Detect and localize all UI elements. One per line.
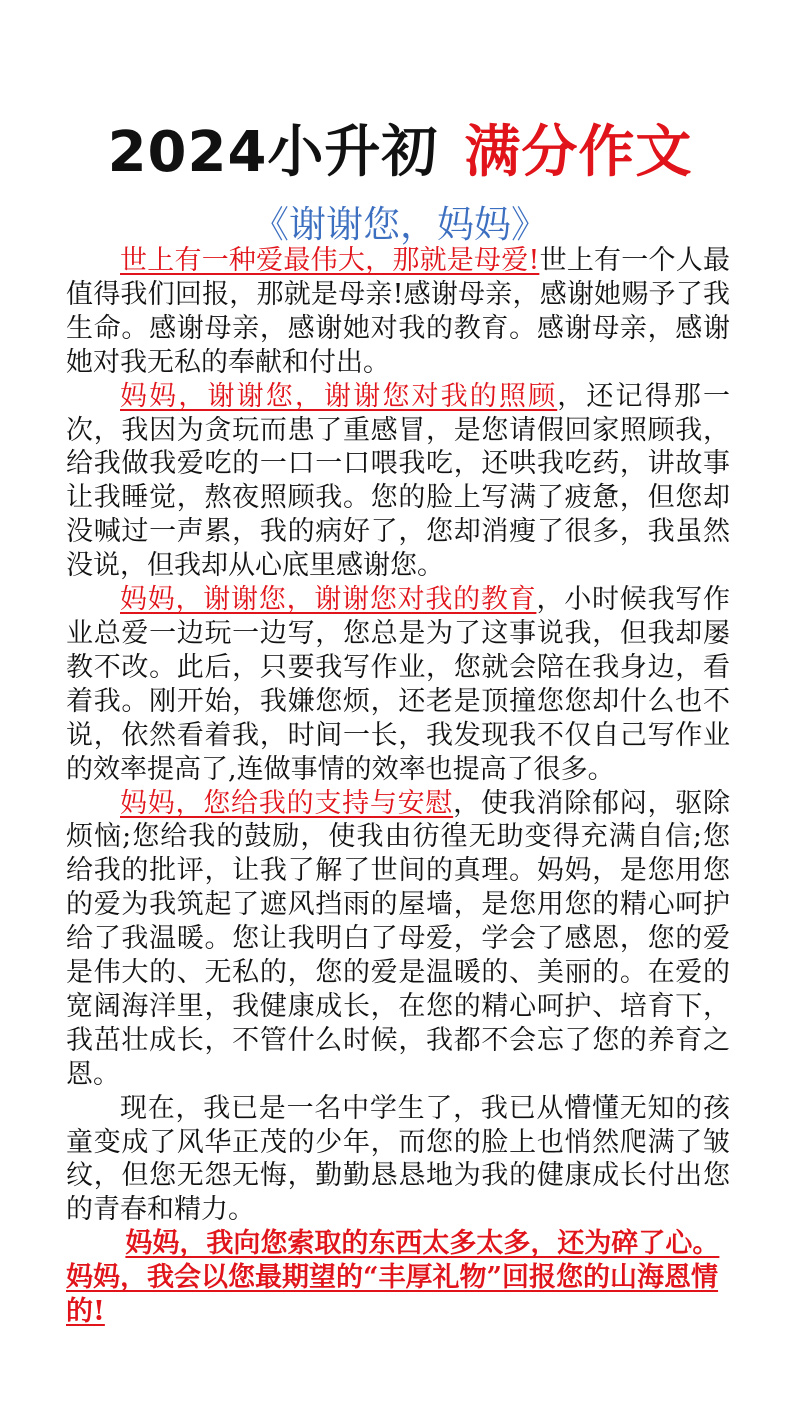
paragraph-3	[66, 583, 730, 786]
paragraph-5	[66, 1092, 730, 1228]
paragraph-highlight: 妈妈，谢谢您，谢谢您对我的教育	[120, 584, 537, 616]
essay-title: 《谢谢您，妈妈》	[252, 203, 548, 246]
paragraph-highlight: 世上有一种爱最伟大，那就是母爱!	[120, 245, 540, 276]
paragraph-text: ，使我消除郁闷，驱除烦恼;您给我的鼓励，使我由彷徨无助变得充满自信;您给我的批评，让我了解了世间的真理。妈妈，是您用您的爱为我筑起了遮风挡雨的屋墙，是您用您的精心呵护给了我温暖。您让我明白了母爱，学会了感恩，您的爱是伟大的、无私的，您的爱是温暖的、美丽的。在爱的宽阔海洋里，我健康成长，在您的精心呵护、培育下，我茁壮成长，不管什么时候，我都不会忘了您的养育之恩。	[66, 787, 731, 1090]
paragraph-text: ，还记得那一次，我因为贪玩而患了重感冒，是您请假回家照顾我，给我做我爱吃的一口一口喂我吃，还哄我吃药，讲故事让我睡觉，熬夜照顾我。您的脸上写满了疲惫，但您却没喊过一声累，我的病好了，您却消瘦了很多，我虽然没说，但我却从心底里感谢您。	[66, 380, 730, 582]
closing-statement: 妈妈，我向您索取的东西太多太多，还为碎了心。妈妈，我会以您最期望的“丰厚礼物”回报您的山海恩情的!	[66, 1228, 720, 1328]
paragraph-4	[66, 787, 730, 1092]
paragraph-1	[66, 244, 730, 380]
headline-full-marks: 满分作文	[464, 120, 693, 185]
headline-year-grade: 2024小升初	[107, 120, 439, 185]
page-headline	[0, 108, 800, 188]
paragraph-text: 世上有一个人最值得我们回报，那就是母亲!感谢母亲，感谢她赐予了我生命。感谢母亲，感谢她对我的教育。感谢母亲，感谢她对我无私的奉献和付出。	[66, 245, 730, 378]
paragraph-highlight: 妈妈，您给我的支持与安慰	[120, 787, 454, 819]
paragraph-highlight: 妈妈，谢谢您，谢谢您对我的照顾	[120, 380, 558, 412]
paragraph-text: ，小时候我写作业总爱一边玩一边写，您总是为了这事说我，但我却屡教不改。此后，只要我写作业，您就会陪在我身边，看着我。刚开始，我嫌您烦，还老是顶撞您您却什么也不说，依然看着我，时间一长，我发现我不仅自己写作业的效率提高了,连做事情的效率也提高了很多。	[66, 584, 731, 785]
essay-body	[66, 244, 730, 1329]
paragraph-2	[66, 380, 730, 583]
paragraph-text: 现在，我已是一名中学生了，我已从懵懂无知的孩童变成了风华正茂的少年，而您的脸上也悄然爬满了皱纹，但您无怨无悔，勤勤恳恳地为我的健康成长付出您的青春和精力。	[66, 1092, 730, 1226]
